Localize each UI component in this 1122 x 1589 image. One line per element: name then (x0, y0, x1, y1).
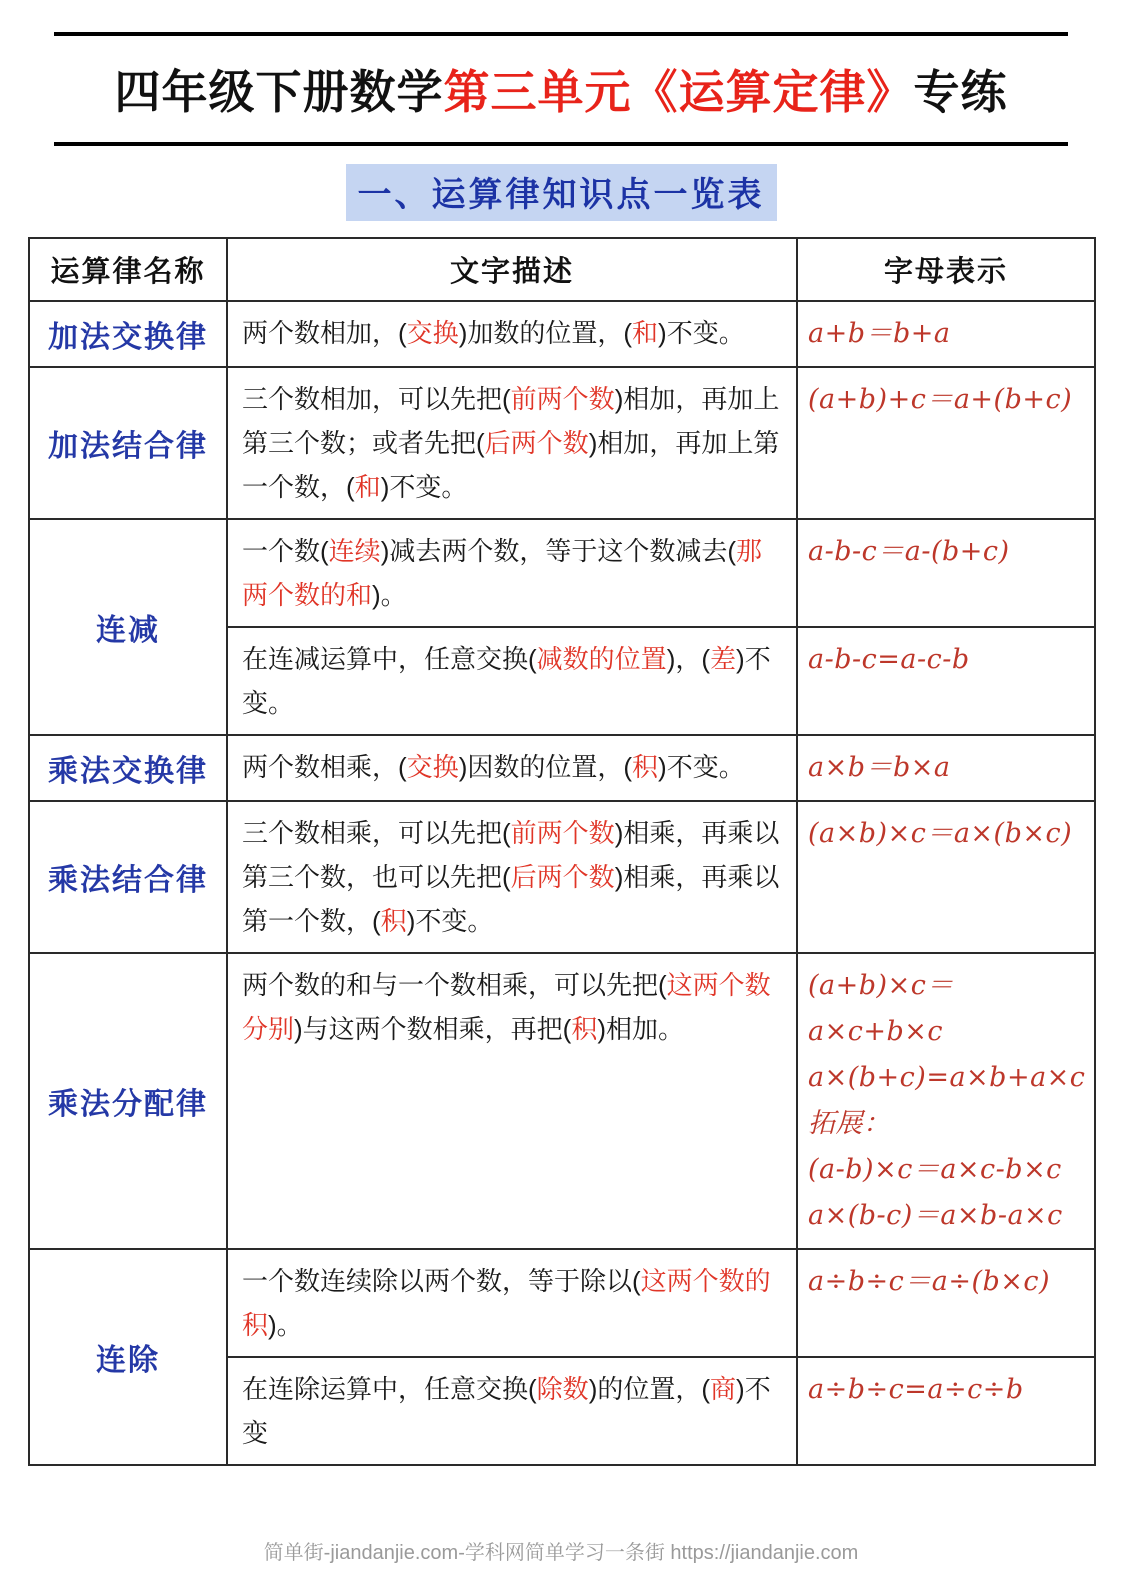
description-text: )相加。 (597, 1014, 685, 1044)
law-formula (797, 801, 1095, 953)
law-name: 乘法结合律 (29, 801, 227, 953)
law-formula (797, 301, 1095, 367)
law-name: 乘法交换律 (29, 735, 227, 801)
header-description: 文字描述 (227, 238, 797, 301)
description-text: )。 (268, 1310, 303, 1340)
formula-line: a÷b÷c=a÷c÷b (808, 1374, 1024, 1405)
description-text: )减去两个数，等于这个数减去( (380, 536, 737, 566)
formula-line: a×(b+c)=a×b+a×c (808, 1062, 1086, 1093)
table-row (29, 953, 1095, 1249)
table-row (29, 735, 1095, 801)
law-description (227, 627, 797, 735)
description-text: )不变。 (406, 906, 494, 936)
description-highlight: 后两个数 (510, 862, 615, 892)
description-text: 三个数相乘，可以先把( (242, 818, 511, 848)
formula-line: a+b＝b+a (808, 318, 951, 349)
law-formula (797, 519, 1095, 627)
formula-line: a-b-c=a-c-b (808, 644, 970, 675)
title-block (54, 32, 1068, 146)
description-text: 两个数的和与一个数相乘，可以先把( (242, 970, 667, 1000)
formula-line: (a×b)×c＝a×(b×c) (808, 818, 1073, 849)
description-text: )不变 (242, 1374, 771, 1448)
page-title (54, 56, 1068, 122)
formula-line: a-b-c＝a-(b+c) (808, 536, 1010, 567)
law-table (28, 237, 1096, 1466)
description-text: )相加，再加上第一个数，( (242, 428, 780, 502)
description-text: 在连减运算中，任意交换( (242, 644, 537, 674)
description-text: 在连除运算中，任意交换( (242, 1374, 537, 1404)
description-text: )不变。 (380, 472, 468, 502)
law-name: 乘法分配律 (29, 953, 227, 1249)
description-text: )相乘，再乘以第一个数，( (242, 862, 780, 936)
law-description (227, 735, 797, 801)
description-highlight: 减数的位置 (536, 644, 667, 674)
law-description (227, 801, 797, 953)
description-text: )与这两个数相乘，再把( (294, 1014, 572, 1044)
description-highlight: 积 (380, 906, 407, 936)
law-formula (797, 367, 1095, 519)
law-name: 连除 (29, 1249, 227, 1465)
formula-line: (a+b)+c＝a+(b+c) (808, 384, 1073, 415)
description-highlight: 和 (354, 472, 381, 502)
law-formula (797, 1357, 1095, 1465)
table-row (29, 801, 1095, 953)
law-formula (797, 735, 1095, 801)
description-text: 三个数相加，可以先把( (242, 384, 511, 414)
formula-line: (a-b)×c＝a×c-b×c (808, 1154, 1062, 1185)
description-text: )。 (372, 580, 407, 610)
description-highlight: 交换 (406, 318, 459, 348)
formula-line: a÷b÷c＝a÷(b×c) (808, 1266, 1051, 1297)
description-highlight: 差 (710, 644, 737, 674)
description-highlight: 前两个数 (510, 818, 615, 848)
law-description (227, 1249, 797, 1357)
header-row (29, 238, 1095, 301)
table-row (29, 301, 1095, 367)
table-row (29, 519, 1095, 627)
description-text: 一个数连续除以两个数，等于除以( (242, 1266, 641, 1296)
law-description (227, 953, 797, 1249)
description-highlight: 前两个数 (510, 384, 615, 414)
law-formula (797, 1249, 1095, 1357)
header-law-name: 运算律名称 (29, 238, 227, 301)
section-subtitle: 一、运算律知识点一览表 (346, 164, 777, 221)
description-text: )不变。 (658, 318, 745, 348)
description-text: )不变。 (658, 752, 745, 782)
description-highlight: 那两个数的和 (242, 536, 763, 610)
description-highlight: 连续 (328, 536, 381, 566)
title-suffix: 专练 (913, 66, 1008, 118)
description-text: 两个数相加，( (242, 318, 407, 348)
description-highlight: 和 (632, 318, 659, 348)
description-text: 两个数相乘，( (242, 752, 407, 782)
law-table-body (29, 301, 1095, 1465)
law-description (227, 519, 797, 627)
formula-line: 拓展： (808, 1108, 891, 1139)
law-formula (797, 627, 1095, 735)
law-description (227, 367, 797, 519)
description-text: )的位置，( (588, 1374, 711, 1404)
formula-line: a×b＝b×a (808, 752, 951, 783)
law-name: 连减 (29, 519, 227, 735)
description-highlight: 这两个数分别 (242, 970, 771, 1044)
law-description (227, 301, 797, 367)
description-highlight: 交换 (406, 752, 459, 782)
law-table-header (29, 238, 1095, 301)
table-row (29, 367, 1095, 519)
description-text: )加数的位置，( (458, 318, 633, 348)
description-highlight: 积 (571, 1014, 598, 1044)
law-description (227, 1357, 797, 1465)
law-name: 加法交换律 (29, 301, 227, 367)
description-text: )相加，再加上第三个数；或者先把( (242, 384, 780, 458)
table-row (29, 1249, 1095, 1357)
description-text: )相乘，再乘以第三个数，也可以先把( (242, 818, 780, 892)
law-formula (797, 953, 1095, 1249)
description-text: 一个数( (242, 536, 329, 566)
description-highlight: 这两个数的积 (242, 1266, 771, 1340)
description-text: )，( (666, 644, 711, 674)
title-prefix: 四年级下册数学 (114, 66, 444, 118)
description-highlight: 除数 (536, 1374, 589, 1404)
description-highlight: 后两个数 (484, 428, 589, 458)
description-text: )不变。 (242, 644, 771, 718)
formula-line: (a+b)×c＝a×c+b×c (808, 970, 954, 1047)
description-highlight: 商 (710, 1374, 737, 1404)
description-text: )因数的位置，( (458, 752, 633, 782)
header-formula: 字母表示 (797, 238, 1095, 301)
page-footer: 简单街-jiandanjie.com-学科网简单学习一条街 https://jiandanjie.com (263, 1542, 859, 1564)
formula-line: a×(b-c)＝a×b-a×c (808, 1200, 1063, 1231)
subtitle-wrap (0, 164, 1122, 221)
description-highlight: 积 (632, 752, 659, 782)
law-name: 加法结合律 (29, 367, 227, 519)
title-highlight: 第三单元《运算定律》 (443, 66, 914, 118)
